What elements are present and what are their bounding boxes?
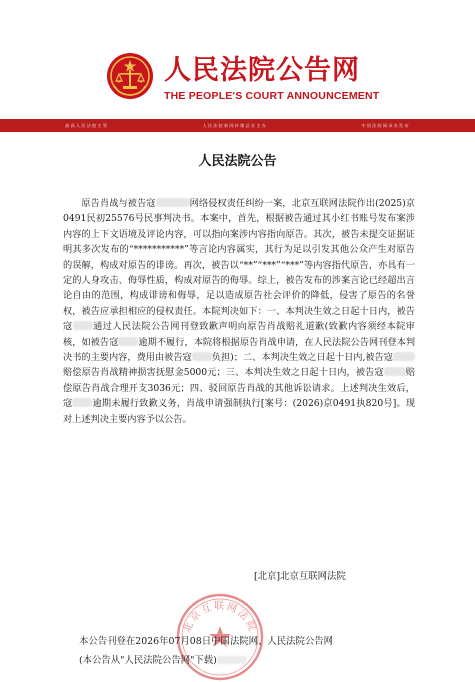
svg-text:北京互联网法院: 北京互联网法院 [181,601,259,635]
download-source-text: (本公告从"人民法院公告网"下载) [79,655,217,666]
redacted-name [393,352,415,361]
notice-body [63,196,415,427]
body-segment: 赔偿原告肖战合理开支3036元；四、驳回原告肖战的其他诉讼请求。上述判决生效后，寇 [63,367,415,410]
banner-item: 人民法院新闻传媒总社主办 [202,122,268,128]
publication-line: 本公告刊登在2026年07月08日中国法院网、人民法院公告网 [79,636,333,647]
body-segment: 逾期不履行，本院将根据原告肖战申请，在人民法院公告网刊登本判决书的主要内容，费用由被告寇 [63,336,416,364]
banner-item: 最高人民法院主管 [65,122,109,128]
body-segment: 赔偿原告肖战精神损害抚慰金5000元；三、本判决生效之日起十日内，被告寇 [63,367,384,379]
brand-name: 人民法院公告网 [164,55,360,86]
body-segment: 网络侵权责任纠纷一案，北京互联网法院作出(2025)京0491民初25576号民事判决书。本案中，首先，根据被告通过其小红书账号发布案涉内容的上下文语境及评论内容，可以指向案涉内容指向原告。其次，被告未提交证据证明其多次发布的“***********”等言论内容属实，其行为足以引发其他公众产生对原告的误解，构成对原告的诽谤。再次，被告以“**”“***”“***”等内容指代原告，亦具有一定的人身攻击、侮辱性质，构成对原告的侮辱。综上，被告发布的涉案言论已经超出言论自由的范围，构成诽谤和侮辱，足以造成原告社会评价的降低，侵害了原告的名誉权，被告应承担相应的侵权责任。本院判决如下：一、本判决生效之日起十日内，被告寇 [63,198,415,333]
redacted-name [118,337,138,346]
notice-title: 人民法院公告 [198,154,277,169]
court-signature: [北京]北京互联网法院 [254,571,346,582]
redacted-name [156,198,190,207]
redacted-name [73,321,93,330]
redacted-name [384,367,406,376]
download-source-line [79,652,247,666]
body-segment: 负担)；二、本判决生效之日起十日内,被告寇 [211,352,393,364]
redacted-mark [217,656,247,664]
brand-name-en: THE PEOPLE'S COURT ANNOUNCEMENT [164,90,380,102]
court-emblem-icon [106,52,154,100]
banner-item: 中国法院网承办发布 [361,122,410,128]
body-segment: 原告肖战与被告寇 [81,198,156,209]
body-segment: 通过人民法院公告网刊登致歉声明向原告肖战赔礼道歉(致歉内容须经本院审核，如被告寇 [63,321,415,348]
masthead [0,0,475,112]
body-segment: 逾期未履行致歉义务，肖战申请强制执行[案号：(2026)京0491执820号]。现对上述判决主要内容予以公告。 [63,398,416,425]
redacted-name [72,398,92,407]
brand-banner [0,119,475,132]
redacted-name [192,352,212,361]
